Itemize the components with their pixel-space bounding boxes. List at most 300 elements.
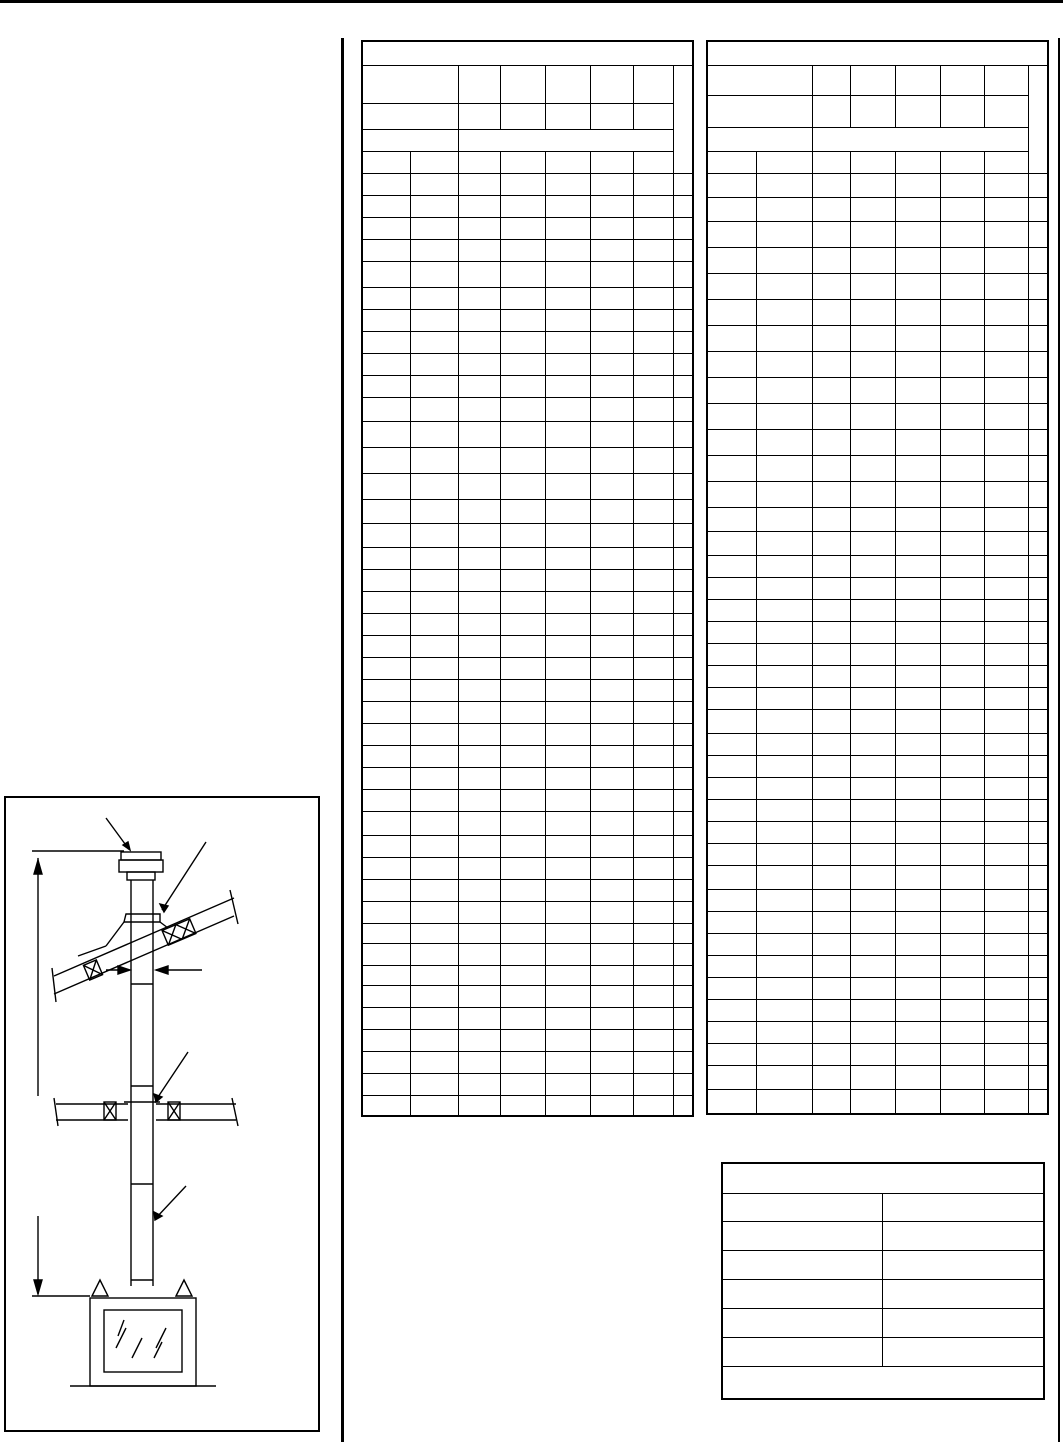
table-cell [458, 857, 500, 879]
table-cell [458, 965, 500, 985]
table-cell [545, 1095, 590, 1116]
table-cell [633, 723, 673, 745]
table-cell [590, 261, 633, 287]
table-header-row [362, 151, 693, 173]
table-cell [362, 879, 410, 901]
table-cell [458, 151, 500, 173]
table-cell [673, 635, 693, 657]
table-cell [707, 687, 756, 709]
table-cell [410, 473, 458, 499]
summary-table [721, 1162, 1045, 1400]
table-cell [545, 943, 590, 965]
table-cell [756, 325, 812, 351]
table-row [707, 621, 1048, 643]
table-cell [940, 733, 984, 755]
table-cell [1028, 687, 1048, 709]
table-cell [590, 397, 633, 421]
table-cell [633, 1051, 673, 1073]
table-cell [458, 745, 500, 767]
table-cell [940, 1021, 984, 1043]
table-cell [633, 879, 673, 901]
table-row [707, 889, 1048, 911]
table-cell [707, 977, 756, 999]
table-cell [895, 221, 940, 247]
table-cell [545, 657, 590, 679]
table-cell [850, 351, 895, 377]
table-cell [722, 1279, 882, 1308]
table-cell [545, 239, 590, 261]
flashing-left [106, 922, 124, 946]
table-cell [362, 901, 410, 923]
table-cell [812, 777, 850, 799]
table-cell [940, 531, 984, 555]
table-cell [500, 523, 545, 547]
table-cell [984, 977, 1028, 999]
table-cell [362, 65, 458, 103]
table-cell [756, 403, 812, 429]
table-cell [545, 473, 590, 499]
table-cell [882, 1250, 1044, 1279]
table-cell [850, 865, 895, 889]
table-cell [895, 643, 940, 665]
table-cell [895, 325, 940, 351]
table-cell [458, 173, 500, 195]
table-cell [500, 679, 545, 701]
table-cell [545, 745, 590, 767]
table-cell [545, 635, 590, 657]
table-row [707, 273, 1048, 299]
table-cell [1028, 977, 1048, 999]
table-row [722, 1337, 1044, 1366]
table-cell [458, 569, 500, 591]
table-cell [850, 1043, 895, 1065]
table-cell [850, 247, 895, 273]
table-cell [812, 1065, 850, 1089]
table-cell [673, 239, 693, 261]
table-cell [984, 1065, 1028, 1089]
table-cell [673, 835, 693, 857]
table-cell [756, 799, 812, 821]
table-cell [410, 879, 458, 901]
table-cell [707, 755, 756, 777]
table-cell [362, 569, 410, 591]
table-cell [590, 569, 633, 591]
table-cell [362, 985, 410, 1007]
table-cell [458, 635, 500, 657]
table-cell [850, 777, 895, 799]
table-cell [940, 507, 984, 531]
table-cell [940, 325, 984, 351]
table-cell [1028, 865, 1048, 889]
table-cell [458, 591, 500, 613]
table-cell [545, 789, 590, 811]
table-cell [984, 865, 1028, 889]
table-row [362, 789, 693, 811]
table-cell [1028, 733, 1048, 755]
table-cell [590, 1007, 633, 1029]
table-cell [812, 173, 850, 197]
table-cell [812, 151, 850, 173]
table-row [362, 613, 693, 635]
table-cell [500, 447, 545, 473]
table-cell [940, 1065, 984, 1089]
table-cell [812, 1089, 850, 1114]
table-cell [410, 499, 458, 523]
table-cell [545, 879, 590, 901]
table-cell [673, 499, 693, 523]
table-cell [458, 447, 500, 473]
table-cell [633, 679, 673, 701]
table-row [707, 665, 1048, 687]
table-cell [500, 309, 545, 331]
table-cell [545, 965, 590, 985]
table-cell [362, 679, 410, 701]
table-cell [984, 621, 1028, 643]
column-divider [341, 38, 344, 1442]
table-cell [362, 613, 410, 635]
table-row [707, 247, 1048, 273]
table-cell [812, 455, 850, 481]
table-cell [1028, 1089, 1048, 1114]
table-cell [633, 397, 673, 421]
table-cell [940, 247, 984, 273]
table-cell [1028, 1065, 1048, 1089]
table-cell [940, 755, 984, 777]
table-cell [812, 889, 850, 911]
table-cell [633, 835, 673, 857]
table-cell [673, 767, 693, 789]
table-cell [756, 955, 812, 977]
table-header-row [707, 95, 1048, 127]
table-cell [756, 247, 812, 273]
table-cell [458, 421, 500, 447]
clearance-arrow-right-icon [156, 966, 168, 974]
table-row [707, 507, 1048, 531]
right-margin-rule [1058, 38, 1060, 1442]
table-cell [707, 555, 756, 577]
table-cell [1028, 377, 1048, 403]
table-cell [850, 755, 895, 777]
table-cell [500, 195, 545, 217]
table-cell [362, 499, 410, 523]
table-cell [545, 151, 590, 173]
table-cell [500, 151, 545, 173]
table-cell [458, 767, 500, 789]
table-cell [984, 1021, 1028, 1043]
table-cell [895, 403, 940, 429]
table-cell [410, 901, 458, 923]
table-cell [545, 679, 590, 701]
table-cell [707, 889, 756, 911]
table-cell [673, 613, 693, 635]
table-cell [984, 955, 1028, 977]
table-cell [673, 261, 693, 287]
table-cell [756, 865, 812, 889]
table-cell [410, 679, 458, 701]
table-cell [1028, 889, 1048, 911]
table-cell [410, 1029, 458, 1051]
table-cell [362, 217, 410, 239]
table-cell [362, 965, 410, 985]
table-cell [895, 455, 940, 481]
table-cell [1028, 455, 1048, 481]
table-cell [756, 531, 812, 555]
table-cell [812, 933, 850, 955]
table-cell [362, 657, 410, 679]
table-cell [984, 777, 1028, 799]
table-row [362, 1095, 693, 1116]
table-cell [984, 403, 1028, 429]
table-cell [812, 403, 850, 429]
table-cell [850, 299, 895, 325]
table-cell [940, 481, 984, 507]
table-cell [756, 643, 812, 665]
table-row [707, 531, 1048, 555]
table-cell [1028, 1021, 1048, 1043]
table-cell [1028, 221, 1048, 247]
table-cell [1028, 955, 1048, 977]
table-cell [895, 843, 940, 865]
table-cell [590, 1095, 633, 1116]
table-cell [984, 65, 1028, 95]
table-cell [362, 447, 410, 473]
table-cell [984, 889, 1028, 911]
table-cell [673, 879, 693, 901]
table-cell [812, 429, 850, 455]
table-cell [545, 547, 590, 569]
table-cell [850, 1021, 895, 1043]
table-row [362, 287, 693, 309]
table-cell [850, 999, 895, 1021]
table-title-row [362, 41, 693, 65]
table-cell [673, 723, 693, 745]
table-cell [410, 239, 458, 261]
table-cell [984, 1089, 1028, 1114]
left-column-text [10, 40, 325, 780]
table-row [707, 481, 1048, 507]
table-cell [362, 767, 410, 789]
table-row [362, 745, 693, 767]
table-row [707, 709, 1048, 733]
table-cell [673, 591, 693, 613]
table-cell [458, 701, 500, 723]
table-cell [545, 397, 590, 421]
table-cell [1028, 799, 1048, 821]
table-cell [410, 943, 458, 965]
table-cell [590, 547, 633, 569]
table-cell [673, 397, 693, 421]
table-cell [756, 1043, 812, 1065]
table-cell [673, 523, 693, 547]
table-cell [673, 657, 693, 679]
table-cell [850, 1089, 895, 1114]
table-cell [1028, 999, 1048, 1021]
table-cell [458, 217, 500, 239]
table-cell [707, 621, 756, 643]
table-cell [707, 1065, 756, 1089]
table-cell [984, 733, 1028, 755]
table-cell [756, 1089, 812, 1114]
table-cell [673, 1051, 693, 1073]
table-cell [590, 679, 633, 701]
table-cell [458, 397, 500, 421]
table-cell [850, 403, 895, 429]
table-row [362, 901, 693, 923]
table-cell [707, 599, 756, 621]
table-row [707, 777, 1048, 799]
table-cell [850, 221, 895, 247]
table-cell [940, 1043, 984, 1065]
table-cell [812, 955, 850, 977]
table-cell [895, 197, 940, 221]
table-cell [850, 889, 895, 911]
table-cell [362, 129, 458, 151]
table-cell [410, 1095, 458, 1116]
table-cell [500, 499, 545, 523]
table-cell [707, 41, 1048, 65]
table-cell [895, 273, 940, 299]
table-cell [545, 1051, 590, 1073]
table-cell [458, 353, 500, 375]
table-cell [673, 745, 693, 767]
table-cell [545, 499, 590, 523]
table-cell [707, 733, 756, 755]
table-cell [940, 865, 984, 889]
table-cell [633, 547, 673, 569]
table-cell [984, 377, 1028, 403]
table-cell [984, 911, 1028, 933]
table-cell [633, 421, 673, 447]
table-cell [812, 843, 850, 865]
table-cell [895, 1065, 940, 1089]
table-row [362, 421, 693, 447]
table-cell [940, 65, 984, 95]
table-cell [410, 173, 458, 195]
table-cell [812, 709, 850, 733]
table-cell [362, 789, 410, 811]
table-cell [458, 943, 500, 965]
table-cell [756, 709, 812, 733]
table-cell [984, 507, 1028, 531]
table-cell [707, 273, 756, 299]
table-cell [850, 273, 895, 299]
table-cell [362, 1095, 410, 1116]
table-cell [590, 879, 633, 901]
table-cell [940, 351, 984, 377]
table-cell [500, 397, 545, 421]
table-cell [812, 377, 850, 403]
table-cell [673, 857, 693, 879]
table-cell [500, 701, 545, 723]
collar-leader-arrow-icon [160, 904, 168, 912]
table-cell [895, 555, 940, 577]
table-cell [673, 901, 693, 923]
table-cell [633, 701, 673, 723]
table-row [362, 173, 693, 195]
storm-collar [124, 914, 160, 922]
table-cell [362, 1007, 410, 1029]
table-cell [707, 197, 756, 221]
table-cell [673, 473, 693, 499]
table-cell [812, 325, 850, 351]
table-row [362, 547, 693, 569]
table-cell [633, 353, 673, 375]
table-cell [500, 103, 545, 129]
table-cell [673, 943, 693, 965]
table-cell [707, 999, 756, 1021]
table-cell [984, 665, 1028, 687]
table-row [362, 811, 693, 835]
table-cell [940, 821, 984, 843]
table-row [362, 217, 693, 239]
table-cell [458, 723, 500, 745]
table-cell [362, 261, 410, 287]
table-cell [707, 911, 756, 933]
table-cell [410, 985, 458, 1007]
table-cell [362, 547, 410, 569]
table-cell [812, 665, 850, 687]
table-cell [722, 1366, 1044, 1399]
table-cell [362, 1051, 410, 1073]
table-cell [633, 309, 673, 331]
table-cell [633, 261, 673, 287]
table-cell [707, 777, 756, 799]
table-cell [458, 499, 500, 523]
table-cell [590, 745, 633, 767]
table-cell [545, 857, 590, 879]
table-row [707, 843, 1048, 865]
table-cell [812, 755, 850, 777]
table-cell [458, 331, 500, 353]
roof-break-right [230, 890, 238, 924]
collar-leader [162, 842, 206, 910]
table-cell [984, 247, 1028, 273]
table-cell [756, 821, 812, 843]
dimension-arrow-down-icon [34, 1280, 42, 1294]
table-cell [812, 299, 850, 325]
cap-body [119, 860, 163, 872]
table-cell [410, 965, 458, 985]
table-cell [458, 473, 500, 499]
table-cell [590, 239, 633, 261]
table-cell [984, 197, 1028, 221]
table-cell [850, 911, 895, 933]
table-cell [673, 421, 693, 447]
table-cell [722, 1193, 882, 1221]
table-row [362, 195, 693, 217]
table-row [707, 799, 1048, 821]
table-cell [362, 287, 410, 309]
table-cell [984, 151, 1028, 173]
table-cell [410, 217, 458, 239]
table-cell [895, 481, 940, 507]
table-cell [410, 1051, 458, 1073]
table-cell [458, 923, 500, 943]
table-cell [500, 261, 545, 287]
firestop-leader-arrow-icon [154, 1094, 162, 1102]
table-cell [500, 901, 545, 923]
table-cell [673, 965, 693, 985]
table-cell [1028, 1043, 1048, 1065]
table-cell [850, 325, 895, 351]
table-cell [756, 429, 812, 455]
table-cell [500, 1051, 545, 1073]
table-cell [673, 309, 693, 331]
table-cell [940, 933, 984, 955]
table-cell [633, 613, 673, 635]
table-cell [458, 129, 673, 151]
table-row [362, 309, 693, 331]
